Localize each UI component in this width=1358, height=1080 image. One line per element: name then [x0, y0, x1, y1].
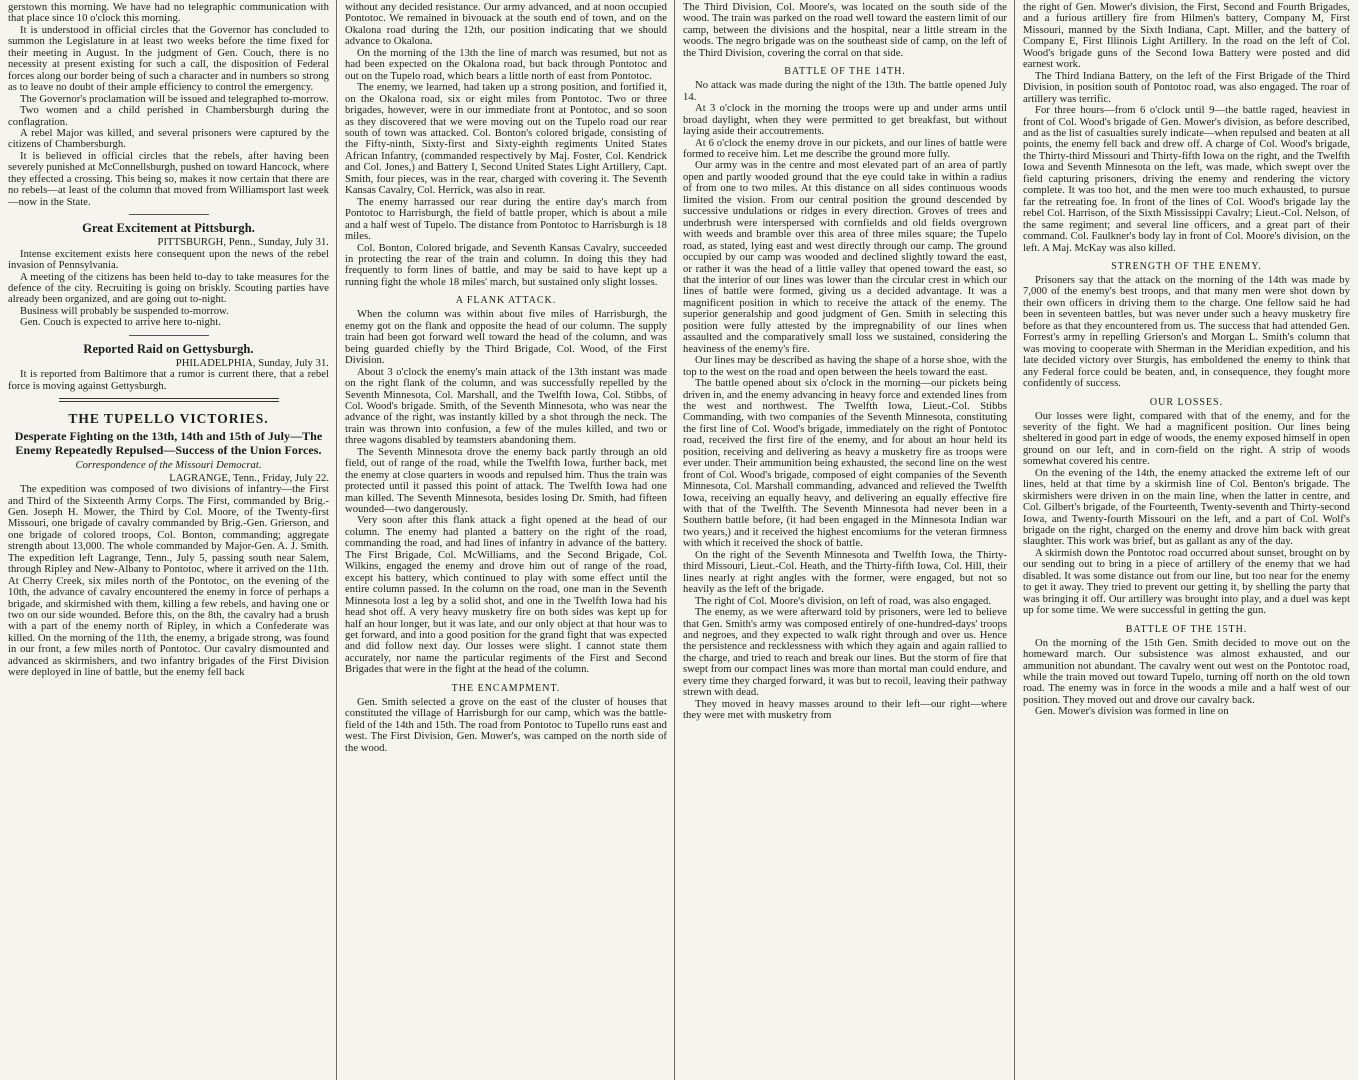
column-3 — [675, 0, 1015, 1080]
headline-pittsburgh: Great Excitement at Pittsburgh. — [82, 221, 255, 236]
headline-gettysburgh: Reported Raid on Gettysburgh. — [83, 341, 254, 356]
paragraph: It is understood in official circles that the Governor has concluded to summon the Legislature in at least two weeks before the time fixed for their meeting in August. In the judgment of Gen. Couch, there is no necessity at present existing for such a call, the disposition of Federal forces along our border being of such a character and in numbers so strong as to leave no doubt of their ample efficiency to control the emergency. — [8, 24, 329, 94]
paragraph: The Third Division, Col. Moore's, was located on the south side of the wood. The train was parked on the road well toward the eastern limit of our camp, between the divisions and the hospital, near a little stream in the woods. The negro brigade was on the southeast side of camp, on the left of the Third Division, covering the corral on that side. — [683, 2, 1007, 59]
paragraph: When the column was within about five miles of Harrisburgh, the enemy got on the flank and opposite the head of our column. The supply train had been got forward well toward the head of the column, and was being guarded chiefly by the Third Brigade, Col. Wood, of the First Division. — [345, 309, 667, 367]
paragraph: The expedition was composed of two divisions of infantry—the First and Third of the Sixteenth Army Corps. The First, commanded by Brig.-Gen. Joseph H. Mower, the Third by Col. Moore, of the Twenty-first Missouri, one brigade of cavalry commanded by Brig.-Gen. Grierson, and one brigade of colored troops, Col. Bonton, commanding; aggregate strength about 13,000. The whole commanded by Major-Gen. A. J. Smith. The expedition left Lagrange, Tenn., July 5, passing south near Salem, through Ripley and New-Albany to Pontotoc, where it arrived on the 11th. At Cherry Creek, six miles north of the Pontotoc, on the evening of the 10th, the advance of cavalry encountered the enemy in force of perhaps a brigade, and skirmished with them, killing a few rebels, and having one or two on our side wounded. Before this, on the 8th, the cavalry had a brush with a part of the enemy north of Ripley, in which a Confederate was killed. On the morning of the 11th, the enemy, a brigade strong, was found in our front, a few miles north of Pontotoc. Our cavalry dismounted and advanced as skirmishers, and two infantry brigades of the First Division were deployed in line of battle, but the enemy fell back — [8, 484, 329, 679]
paragraph: It is believed in official circles that the rebels, after having been severely punished at McConnellsburgh, pushed on toward Hancock, where they effected a crossing. This being so, makes it now certain that there are no rebels—at least of the column that moved from Williamsport last week—now in the State. — [8, 150, 329, 208]
paragraph: The enemy, as we were afterward told by prisoners, were led to believe that Gen. Smith's army was composed entirely of one-hundred-days' troops and negroes, and they expected to walk right through and over us. Hence the persistence and recklessness with which they again and again rallied to the charge, and tried to reach and break our lines. But the storm of fire that swept from our compact lines was more than mortal man could endure, and every time they charged forward, it was but to recoil, leaving their pathway strewn with dead. — [683, 607, 1007, 699]
paragraph: without any decided resistance. Our army advanced, and at noon occupied Pontotoc. We remained in bivouack at the south end of town, and on the Okalona road during the 12th, our position indicating that we should advance to Okalona. — [345, 2, 667, 48]
paragraph: On the right of the Seventh Minnesota and Twelfth Iowa, the Thirty-third Missouri, Lieut.-Col. Heath, and the Thirty-fifth Iowa, Col. Hill, their lines nearly at right angles with the former, were engaged, but not so heavily as the left of the brigade. — [683, 549, 1007, 596]
paragraph: On the evening of the 14th, the enemy attacked the extreme left of our lines, held at that time by a skirmish line of Col. Benton's brigade. The skirmishers were driven in on the main line, when the latter in centre, and Col. Gilbert's brigade, of the Fourteenth, Twenty-seventh and Thirty-second Iowa, and Twenty-fourth Missouri on the left, and a part of Col. Wolf's brigade on the right, charged on the enemy and drove him back with great slaughter. This work was brief, but as gallant as any of the day. — [1023, 467, 1350, 548]
divider — [129, 214, 209, 215]
paragraph: Gen. Smith selected a grove on the east of the cluster of houses that constituted the village of Harrisburgh for our camp, which was the battle-field of the 14th and 15th. The road from Pontotoc to Tupello runs east and west. The First Division, Gen. Mower's, was camped on the north side of the wood. — [345, 696, 667, 754]
subhead-battle-14th: BATTLE OF THE 14TH. — [784, 66, 906, 78]
paragraph: The enemy, we learned, had taken up a strong position, and fortified it, on the Okalona road, six or eight miles from Pontotoc. Two or three brigades, however, were in our immediate front at Pontotoc, and so soon as they discovered that we were moving out on the Tupelo road our rear south of town was attacked. Col. Bonton's colored brigade, consisting of the Fifty-ninth, Sixty-first and Sixty-eighth regiments United States African Infantry, (commanded respectively by Maj. Foster, Col. Kendrick and Col. Jones,) and Battery I, Second United States Light Artillery, Capt. Smith, four pieces, was in the rear, charged with covering it. The Seventh Kansas Cavalry, Col. Herrick, was also in rear. — [345, 82, 667, 197]
paragraph: Business will probably be suspended to-morrow. — [20, 305, 229, 317]
paragraph: gerstown this morning. We have had no telegraphic communication with that place since 10 o'clock this morning. — [8, 2, 329, 25]
paragraph: Intense excitement exists here consequent upon the news of the rebel invasion of Pennsylvania. — [8, 248, 329, 272]
subhead-flank-attack: A FLANK ATTACK. — [455, 295, 557, 307]
dateline: PITTSBURGH, Penn., Sunday, July 31. — [157, 237, 329, 249]
paragraph: Our lines may be described as having the shape of a horse shoe, with the top to the west on the road and open between the heels toward the east. — [683, 355, 1007, 378]
paragraph: Gen. Mower's division was formed in line on — [1035, 706, 1229, 718]
paragraph: It is reported from Baltimore that a rumor is current there, that a rebel force is moving against Gettysburgh. — [8, 369, 329, 392]
column-4 — [1015, 0, 1358, 1080]
divider — [59, 398, 279, 402]
subhead-encampment: THE ENCAMPMENT. — [451, 682, 561, 694]
headline-deck: Desperate Fighting on the 13th, 14th and 15th of July—The Enemy Repeatedly Repulsed—Success of the Union Forces. — [14, 429, 323, 457]
paragraph: On the morning of the 15th Gen. Smith decided to move out on the homeward march. Our subsistence was almost exhausted, and our ammunition not abundant. The cavalry went out west on the Pontotoc road, while the train moved out toward Tupelo, turning off north on the old town road. The enemy was in force in the woods a mile and a half west of our position. They moved out and drove our cavalry back. — [1023, 637, 1350, 706]
paragraph: At 3 o'clock in the morning the troops were up and under arms until broad daylight, when they were permitted to get breakfast, but without laying aside their accoutrements. — [683, 103, 1007, 138]
subhead-battle-15th: BATTLE OF THE 15TH. — [1125, 623, 1248, 635]
paragraph: The Seventh Minnesota drove the enemy back partly through an old field, out of range of the road, while the Twelfth Iowa, further back, met the enemy at close quarters in woods and repulsed him. Thus the train was protected until it passed this point of attack. The Twelfth Iowa had one man killed. The Seventh Minnesota, besides losing Dr. Smith, had fifteen wounded—two dangerously. — [345, 446, 667, 516]
paragraph: Two women and a child perished in Chambersburgh during the conflagration. — [8, 105, 329, 128]
headline-tupello-victories: THE TUPELLO VICTORIES. — [68, 411, 269, 427]
paragraph: Our losses were light, compared with that of the enemy, and for the severity of the fight. We had a magnificent position. Our lines being sheltered in good part in edge of woods, the enemy exposed himself in open ground on our left, and in corn-field on the right. A strip of woods somewhat covered his centre. — [1023, 410, 1350, 468]
paragraph: A skirmish down the Pontotoc road occurred about sunset, brought on by our sending out to bring in a piece of artillery of the enemy that we had disabled. It was some distance out from our line, but too near for the enemy to get it away. They tried to prevent our getting it, by shelling the party that was bringing it off. Our artillery was brought into play, and a duel was kept up for some time. We were successful in getting the gun. — [1023, 547, 1350, 617]
subhead-strength-of-enemy: STRENGTH OF THE ENEMY. — [1111, 260, 1262, 272]
dateline: PHILADELPHIA, Sunday, July 31. — [175, 357, 329, 369]
paragraph: Col. Bonton, Colored brigade, and Seventh Kansas Cavalry, succeeded in protecting the rear of the train and column. In doing this they had frequently to form lines of battle, and may be said to have kept up a running fight the whole 18 miles' march, but sustained only slight losses. — [345, 242, 667, 288]
paragraph: No attack was made during the night of the 13th. The battle opened July 14. — [683, 80, 1007, 103]
paragraph: The Third Indiana Battery, on the left of the First Brigade of the Third Division, in position south of Pontotoc road, was also engaged. The roar of artillery was terrific. — [1023, 70, 1350, 105]
paragraph: At 6 o'clock the enemy drove in our pickets, and our lines of battle were formed to receive him. Let me describe the ground more fully. — [683, 137, 1007, 160]
paragraph: They moved in heavy masses around to their left—our right—where they were met with musketry from — [683, 698, 1007, 722]
column-2 — [337, 0, 675, 1080]
subhead-our-losses: OUR LOSSES. — [1149, 396, 1224, 408]
paragraph: A meeting of the citizens has been held to-day to take measures for the defence of the city. Recruiting is going on briskly. Scouting parties have already been organized, and are going out to-night. — [8, 271, 329, 306]
paragraph: The enemy harrassed our rear during the entire day's march from Pontotoc to Harrisburgh, the field of battle proper, which is about a mile and a half west of Tupelo. The distance from Pontotoc to Harrisburgh is 18 miles. — [345, 196, 667, 243]
paragraph: About 3 o'clock the enemy's main attack of the 13th instant was made on the right flank of the column, and was successfully repelled by the Seventh Minnesota, Col. Marshall, and the Twelfth Iowa, Col. Stibbs, of Col. Wood's brigade. Smith, of the Seventh Minnesota, who was near the advance of the right, was instantly killed by a shot through the neck. The train was thrown into confusion, a few of the mules killed, and two or three wagons disabled by teamsters abandoning them. — [345, 366, 667, 447]
paragraph: The Governor's proclamation will be issued and telegraphed to-morrow. — [20, 93, 329, 105]
column-1 — [0, 0, 337, 1080]
paragraph: Our army was in the centre and most elevated part of an area of partly open and partly wooded ground that the eye could take in within a radius of from one to two miles. At this distance on all sides continuous woods limited the vision. From our central position the ground descended by successive undulations or ridges in every direction. Groves of trees and underbrush were interspersed with cornfields and old fields overgrown with weeds and bramble over this area of three miles square; the Tupelo road, as stated, lying east and west directly through our camp. The ground occupied by our camp was wooded and declined slightly toward the east, or rather it was the head of a little valley that opened toward the east, so that the interior of our lines was lower than the circular crest in which our lines of battle were formed, giving us a decided advantage. It was a magnificent position in which to receive the attack of the enemy. The superior generalship and good judgment of Gen. Smith in selecting this position were fully attested by the impregnability of our lines when assaulted and the comparatively small loss we sustained, considering the heaviness of the enemy's fire. — [683, 160, 1007, 355]
dateline: LAGRANGE, Tenn., Friday, July 22. — [169, 472, 329, 484]
paragraph: The battle opened about six o'clock in the morning—our pickets being driven in, and the enemy advancing in heavy force and extended lines from the west and northwest. The Twelfth Iowa, Lieut.-Col. Stibbs Commanding, with two companies of the Seventh Minnesota, constituting the first line of Col. Wood's brigade, immediately on the right of Pontotoc road, received the first fire of the enemy, and for about an hour held its position, receiving and delivering as heavy a musketry fire as troops were ever under. Their ammunition being exhausted, the second line on the west front of Col. Wood's brigade, composed of eight companies of the Seventh Minnesota, Col. Marshall commanding, advanced and relieved the Twelfth Iowa, receiving an equally heavy, and delivering an equally effective fire with that of the Twelfth. The Seventh Minnesota had never been in a Southern battle before, (it had been engaged in the Minnesota Indian war two years,) and it received the highest encomiums for the veteran firmness with which it received the shock of battle. — [683, 378, 1007, 550]
paragraph: On the morning of the 13th the line of march was resumed, but not as had been expected on the Okalona road, but back through Pontotoc and out on the Tupelo road, which bears a little north of east from Pontotoc. — [345, 47, 667, 82]
paragraph: Gen. Couch is expected to arrive here to-night. — [20, 317, 221, 329]
paragraph: For three hours—from 6 o'clock until 9—the battle raged, heaviest in front of Col. Wood's brigade of Gen. Mower's division, as before described, and as the list of casualties surely indicate—when repulsed and beaten at all points, the enemy fell back and drew off. A charge of Col. Wood's brigade, the Thirty-third Missouri and Thirty-fifth Iowa on the right, and the Twelfth Iowa and Seventh Minnesota on the left, was made, which swept over the field capturing prisoners, driving the enemy and rendering the victory complete. It was too hot, and the men were too much exhausted, to pursue far the retreating foe. In front of the lines of Col. Wood's brigade lay the rebel Col. Harrison, of the Sixth Mississippi Cavalry; Lieut.-Col. Nelson, of the same regiment; and several line officers, and a great part of their command. Col. Faulkner's body lay in front of Col. Moore's division, on the left. A Maj. McKay was also killed. — [1023, 105, 1350, 254]
divider — [129, 335, 209, 336]
correspondence-credit: Correspondence of the Missouri Democrat. — [75, 460, 262, 472]
paragraph: Prisoners say that the attack on the morning of the 14th was made by 7,000 of the enemy's best troops, and that many men were shot down by their own officers in driving them to the charge. One fellow said he had been in seventeen battles, but was never under such a heavy musketry fire before as that they encountered from us. The success that had attended Gen. Forrest's army in repelling Grierson's and Morgan L. Smith's column that was moving to cooperate with Sherman in the Meridian expedition, and his late decided victory over Sturgis, has emboldened the enemy to think that any Federal force could be beaten, and, in consequence, they fought more confidently of success. — [1023, 274, 1350, 390]
paragraph: The right of Col. Moore's division, on left of road, was also engaged. — [695, 595, 992, 607]
paragraph: A rebel Major was killed, and several prisoners were captured by the citizens of Chambersburgh. — [8, 127, 329, 151]
paragraph: Very soon after this flank attack a fight opened at the head of our column. The enemy had planted a battery on the right of the road, commanding the road, and had lines of infantry in advance of the battery. The First Brigade, Col. McWilliams, and the Second Brigade, Col. Wilkins, engaged the enemy and drove him out of range of the road, except his battery, which continued to play with some effect until the entire column passed. In the column on the road, one man in the Seventh Minnesota lost a leg by a solid shot, and one in the Twelfth Iowa had his head shot off. A very heavy musketry fire on both sides was kept up for half an hour longer, but it was late, and our only object at that hour was to get forward, and into a good position for the grand fight that was expected and did follow next day. Our losses were slight. I cannot state them accurately, nor name the particular regiments of the First and Second Brigades that were in the fight at the head of the column. — [345, 515, 667, 676]
paragraph: the right of Gen. Mower's division, the First, Second and Fourth Brigades, and a furious artillery fire from Hilmen's battery, Company M, First Missouri, manned by the Sixth Indiana, Capt. Miller, and the battery of Company E, First Illinois Light Artillery. In the road on the left of Col. Wood's brigade guns of the Second Iowa Battery were posted and did earnest work. — [1023, 2, 1350, 71]
